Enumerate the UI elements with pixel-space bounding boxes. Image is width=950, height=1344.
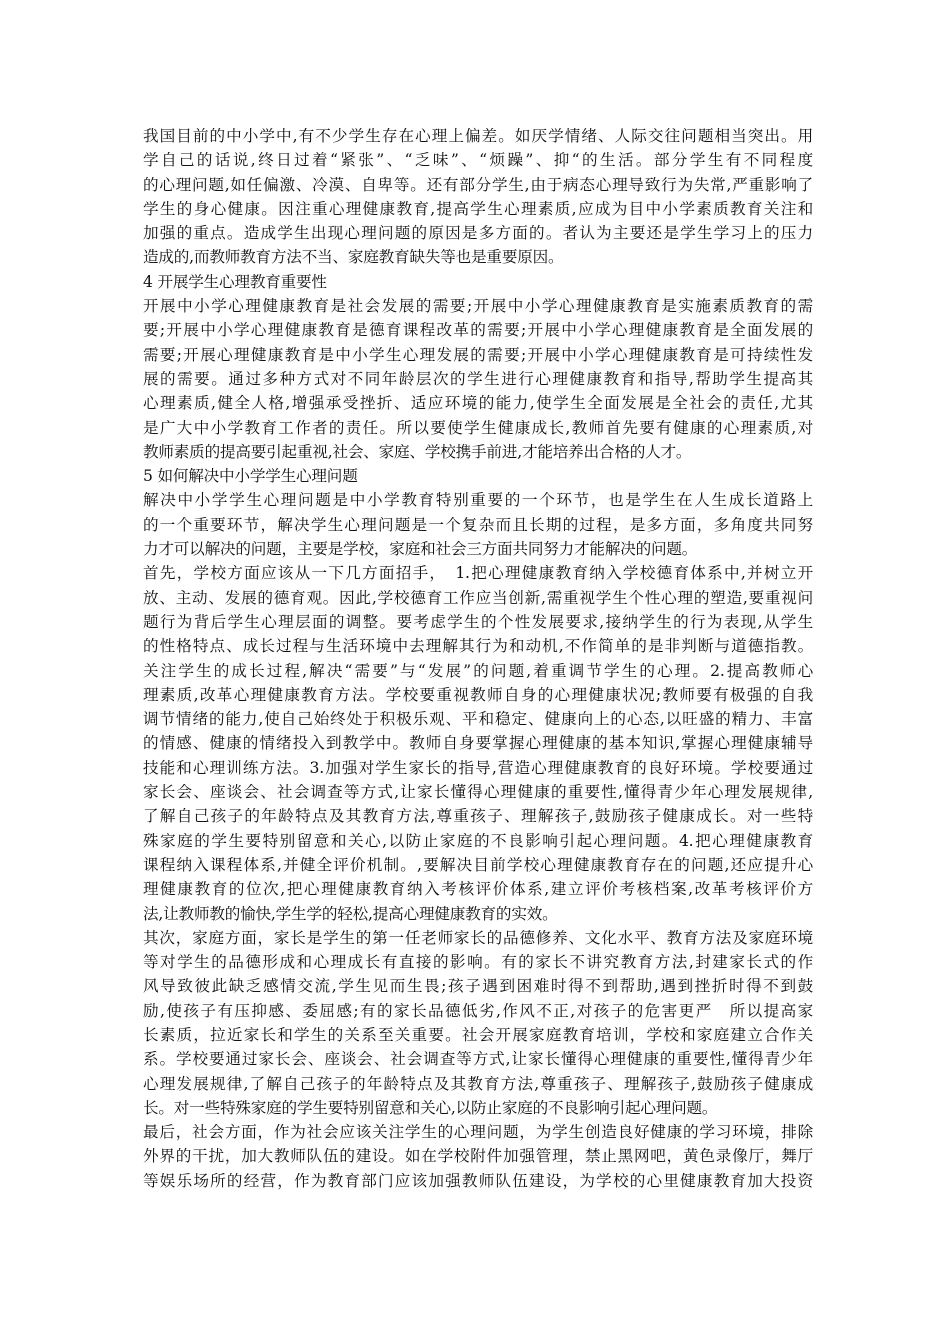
text-line: 开展中小学心理健康教育是社会发展的需要;开展中小学心理健康教育是实施素质教育的需 bbox=[143, 297, 813, 316]
text-line: 的一个重要环节，解决学生心理问题是一个复杂而且长期的过程，是多方面，多角度共同努 bbox=[143, 515, 813, 534]
text-line: 等对学生的品德形成和心理成长有直接的影响。有的家长不讲究教育方法,封建家长式的作 bbox=[143, 953, 813, 972]
text-line: 心理发展规律,了解自己孩子的年龄特点及其教育方法,尊重孩子、理解孩子,鼓励孩子健康成 bbox=[143, 1074, 813, 1093]
section-heading-4: 4 开展学生心理教育重要性 bbox=[143, 272, 327, 291]
text-line: 理素质,改革心理健康教育方法。学校要重视教师自身的心理健康状况;教师要有极强的自我 bbox=[143, 685, 813, 704]
text-line: 的情感、健康的情绪投入到教学中。教师自身要掌握心理健康的基本知识,掌握心理健康辅导 bbox=[143, 734, 813, 753]
text-line: 等娱乐场所的经营，作为教育部门应该加强教师队伍建设，为学校的心里健康教育加大投资 bbox=[143, 1171, 813, 1190]
text-line: 解决中小学学生心理问题是中小学教育特别重要的一个环节，也是学生在人生成长道路上 bbox=[143, 491, 813, 510]
text-line: 是广大中小学教育工作者的责任。所以要使学生健康成长,教师首先要有健康的心理素质,对 bbox=[143, 418, 813, 437]
text-line: 教师素质的提高要引起重视,社会、家庭、学校携手前进,才能培养出合格的人才。 bbox=[143, 442, 692, 461]
text-line: 风导致彼此缺乏感情交流,学生见而生畏;孩子遇到困难时得不到帮助,遇到挫折时得不到鼓 bbox=[143, 977, 813, 996]
text-line: 要;开展中小学心理健康教育是德育课程改革的需要;开展中小学心理健康教育是全面发展的 bbox=[143, 321, 813, 340]
text-line: 需要;开展心理健康教育是中小学生心理发展的需要;开展中小学心理健康教育是可持续性发 bbox=[143, 345, 813, 364]
text-line: 了解自己孩子的年龄特点及其教育方法,尊重孩子、理解孩子,鼓励孩子健康成长。对一些特 bbox=[143, 807, 813, 826]
text-line: 造成的,而教师教育方法不当、家庭教育缺失等也是重要原因。 bbox=[143, 248, 564, 267]
section-heading-5: 5 如何解决中小学学生心理问题 bbox=[143, 467, 358, 486]
text-line: 心理素质,健全人格,增强承受挫折、适应环境的能力,使学生全面发展是全社会的责任,尤其 bbox=[143, 394, 813, 413]
text-line: 长。对一些特殊家庭的学生要特别留意和关心,以防止家庭的不良影响引起心理问题。 bbox=[143, 1098, 718, 1117]
text-line: 调节情绪的能力,使自己始终处于积极乐观、平和稳定、健康向上的心态,以旺盛的精力、丰富 bbox=[143, 710, 813, 729]
text-line: 展的需要。通过多种方式对不同年龄层次的学生进行心理健康教育和指导,帮助学生提高其 bbox=[143, 369, 813, 388]
text-line: 家长会、座谈会、社会调查等方式,让家长懂得心理健康的重要性,懂得青少年心理发展规律, bbox=[143, 783, 813, 802]
text-line: 系。学校要通过家长会、座谈会、社会调查等方式,让家长懂得心理健康的重要性,懂得青少年 bbox=[143, 1050, 813, 1069]
document-body bbox=[143, 124, 813, 1193]
text-line: 技能和心理训练方法。3.加强对学生家长的指导,营造心理健康教育的良好环境。学校要通过 bbox=[143, 758, 813, 777]
text-line: 学自己的话说,终日过着“紧张”、“乏味”、“烦躁”、抑“的生活。部分学生有不同程度 bbox=[143, 151, 813, 170]
text-line: 加强的重点。造成学生出现心理问题的原因是多方面的。者认为主要还是学生学习上的压力 bbox=[143, 224, 813, 243]
text-line: 最后，社会方面，作为社会应该关注学生的心理问题，为学生创造良好健康的学习环境，排除 bbox=[143, 1123, 813, 1142]
text-line: 首先，学校方面应该从一下几方面招手， 1.把心理健康教育纳入学校德育体系中,并树立开 bbox=[143, 564, 813, 583]
text-line: 的心理问题,如任偏激、冷漠、自卑等。还有部分学生,由于病态心理导致行为失常,严重影响了 bbox=[143, 175, 813, 194]
text-line: 其次，家庭方面，家长是学生的第一任老师家长的品德修养、文化水平、教育方法及家庭环境 bbox=[143, 928, 813, 947]
text-line: 励,使孩子有压抑感、委屈感;有的家长品德低劣,作风不正,对孩子的危害更严 所以提高家 bbox=[143, 1001, 813, 1020]
text-line: 外界的干扰，加大教师队伍的建设。如在学校附件加强管理，禁止黑网吧，黄色录像厅，舞厅 bbox=[143, 1147, 813, 1166]
text-line: 的性格特点、成长过程与生活环境中去理解其行为和动机,不作简单的是非判断与道德指教。 bbox=[143, 637, 813, 656]
text-line: 题行为背后学生心理层面的调整。要考虑学生的个性发展要求,接纳学生的行为表现,从学生 bbox=[143, 612, 813, 631]
text-line: 理健康教育的位次,把心理健康教育纳入考核评价体系,建立评价考核档案,改革考核评价方 bbox=[143, 880, 813, 899]
text-line: 关注学生的成长过程,解决“需要”与“发展”的问题,着重调节学生的心理。2.提高教师心 bbox=[143, 661, 813, 680]
text-line: 法,让教师教的愉快,学生学的轻松,提高心理健康教育的实效。 bbox=[143, 904, 558, 923]
text-line: 课程纳入课程体系,并健全评价机制。,要解决目前学校心理健康教育存在的问题,还应提升心 bbox=[143, 855, 813, 874]
text-line: 长素质，拉近家长和学生的关系至关重要。社会开展家庭教育培训，学校和家庭建立合作关 bbox=[143, 1025, 813, 1044]
text-line: 学生的身心健康。因注重心理健康教育,提高学生心理素质,应成为目中小学素质教育关注和 bbox=[143, 199, 813, 218]
text-line: 殊家庭的学生要特别留意和关心,以防止家庭的不良影响引起心理问题。4.把心理健康教育 bbox=[143, 831, 813, 850]
text-line: 力才可以解决的问题，主要是学校，家庭和社会三方面共同努力才能解决的问题。 bbox=[143, 540, 698, 559]
text-line: 放、主动、发展的德育观。因此,学校德育工作应当创新,需重视学生个性心理的塑造,要重视问 bbox=[143, 588, 813, 607]
text-line: 我国目前的中小学中,有不少学生存在心理上偏差。如厌学情绪、人际交往问题相当突出。用 bbox=[143, 127, 813, 145]
